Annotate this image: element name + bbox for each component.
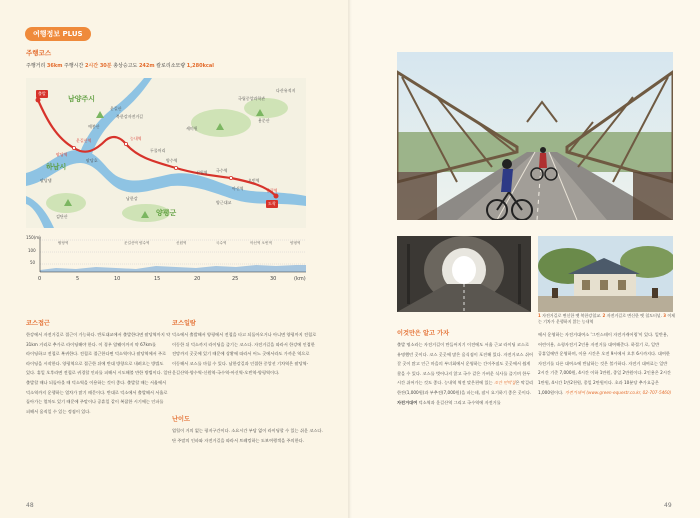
rental-text-body: 에서 운영하는 자전거대여소 '그린스테이 자전거캐어링'이 있다. 일반용, 어린이용, 소형자전거 2인용 자전거를 대여해준다. 하절기 로, 일반 공휴일에만 운영하며, 이용 시간은 오전 9시에서 오후 6시까지다. 대여한 자전거를 다른 대여소에 반납하는 것은 불가하다. 자전거 대여료는 일반 2시간 기준 7,000원, 4시간 이하 1만원, 종일 2만원이다. 2인용은 2시간 1만원, 4시간 1만2천원, 종일 2만원이다. 초과 10분당 추가요금은 1,000원이다. [538, 332, 671, 395]
start-badge: 출발 [38, 91, 46, 96]
map-label: 아신역 [232, 186, 244, 191]
course-overview-text: 덕소에서 출발해서 양평에서 전철을 타고 되돌아오거나 아니면 양평까지 전철로 이동한 뒤 덕소까지 라이딩을 즐기는 코스다. 자전거길을 따라서 한강에 인접한 전망까지 곳곳에 있기 때문에 상황에 따라서 어느 곳에서라도 가까운 역으로 이동해서 코스를 마칠 수 있다. 남한강길과 인접한 중앙선 기차역은 팔당역-운길산역-양수역-신원역-국수역-아신역-오빈역-양평역이다. [172, 332, 317, 376]
caption-text: 자전거길로 변신한 옛 철도터널. [606, 313, 662, 318]
map-label: 예봉산 [88, 124, 100, 129]
route-map [26, 78, 306, 228]
elevation-profile [26, 232, 316, 288]
profile-place: 운길산역 양수역 [124, 241, 150, 245]
map-label: 국립중앙과학관 [238, 96, 266, 101]
course-overview-title: 코스일람 [172, 320, 196, 327]
x-tick: 0 [38, 276, 42, 282]
route-label: 팔당역 [56, 152, 68, 157]
map-label: 용문산 [258, 118, 270, 123]
route-label: 양평역 [266, 188, 278, 193]
photo-caption [538, 313, 678, 325]
map-label: 세미원 [186, 126, 198, 131]
map-label: 북한강자전거길 [116, 114, 144, 119]
tips-text-body: 출발 명소라는 자전거길이 만들어지기 이전에도 서울 근교 라이딩 코스로 유명했던 곳이다. 코스 곳곳에 많은 음식점이 포진해 있다. 자전거코스 쉬어 갈 곳이 많고 인근 마을의 부녀회에서 운영하는 간이주점도 곳곳에서 쉽게 찾을 수 있다. 코스를 벗어나지 않고 국수 같은 가벼운 식사를 즐기며 한두 시간 쉬어가는 것도 좋다. 능내역 역전 맞은편에 있는 [397, 342, 533, 386]
region-label: 남양주시 [68, 95, 96, 103]
x-tick: 15 [154, 276, 161, 282]
distance-label: 주행거리 [26, 63, 46, 69]
time-value: 2시간 30분 [84, 63, 112, 69]
course-stats [26, 62, 214, 69]
map-label: 양근대교 [216, 200, 232, 205]
tips-text-after: 은 막걸리 한잔(1,000원)과 부추전(7,000원)을 파는데, 잠시 요기하기 좋은 곳이다. [397, 380, 534, 395]
caption-mark: 1 [538, 313, 541, 318]
station-graphic [538, 236, 673, 312]
station-photo [538, 236, 673, 312]
x-tick: 25 [232, 276, 239, 282]
x-tick: 10 [114, 276, 121, 282]
map-label: 국수역 [216, 168, 228, 173]
page-number-right: 49 [664, 502, 672, 509]
rental-contact: (www.green-equestr.co.kr, 02-707-5460) [586, 389, 672, 395]
map-label: 오빈역 [248, 178, 260, 183]
map-label: 검단산 [56, 214, 68, 219]
calorie-value: 1,280kcal [186, 63, 214, 69]
tunnel-graphic [397, 236, 531, 312]
map-label: 신원역 [196, 170, 208, 175]
altitude-value: 242m [138, 63, 155, 69]
route-label: 능내역 [130, 136, 142, 141]
tunnel-photo [397, 236, 531, 312]
tips-bold-after: 덕소역과 운길산역 그리고 국수역에 자전거를 [417, 399, 501, 405]
tips-bold: 자전거대여 [397, 399, 418, 405]
map-label: 팔당호 [86, 158, 98, 163]
tips-highlight: 조안 민박집 [493, 380, 516, 386]
y-tick: 100 [28, 248, 36, 253]
end-badge: 도착 [268, 201, 276, 206]
calorie-label: 칼로리소모량 [156, 63, 186, 69]
x-tick: 5 [76, 276, 80, 282]
map-label: 운길산 [110, 106, 122, 111]
tips-title: 이것만은 알고 가자 [397, 330, 450, 337]
profile-place: 팔당역 [58, 241, 69, 245]
bridge-graphic [397, 52, 673, 220]
map-label: 두물머리 [150, 148, 166, 153]
rental-highlight: 자전거대여 [564, 389, 586, 395]
section-title: 주행코스 [26, 49, 52, 57]
profile-place: 양평역 [290, 241, 301, 245]
bridge-photo [397, 52, 673, 220]
y-tick: 150(m) [26, 235, 41, 240]
region-label: 양평군 [156, 209, 177, 217]
time-label: 주행시간 [64, 63, 84, 69]
map-label: 다산유적지 [276, 88, 296, 93]
page-gutter [348, 0, 352, 518]
x-tick: 20 [194, 276, 201, 282]
caption-mark: 3 [663, 313, 667, 318]
y-tick: 50 [30, 260, 36, 265]
difficulty-text: 업힐이 거의 없는 평지구간이다. 소요시간 부담 없이 라이딩할 수 있는 쉬운 코스다. 단 주말의 인파와 자전거길을 따라서 트레킹하는 도보여행객을 주의한다. [172, 428, 323, 443]
page-number-left: 48 [26, 502, 34, 509]
plus-tag: 여행정보 PLUS [25, 27, 91, 41]
caption-mark: 2 [602, 313, 606, 318]
map-label: 팔당댐 [40, 178, 52, 183]
map-label: 양수역 [166, 158, 178, 163]
profile-place: 신원역 [176, 241, 187, 245]
distance-value: 36km [46, 63, 63, 69]
rental-text [538, 330, 676, 397]
caption-text: 자전거길로 변신한 옛 북한강철교. [542, 313, 602, 318]
caption-text: 이제는 기차가 운행하지 않는 능내역 [538, 313, 676, 325]
x-tick: (km) [294, 276, 306, 282]
x-tick: 30 [270, 276, 277, 282]
tips-text [397, 340, 533, 407]
route-label: 운길산역 [76, 138, 92, 143]
difficulty-title: 난이도 [172, 416, 190, 423]
region-label: 하남시 [46, 163, 67, 171]
course-access-title: 코스접근 [26, 320, 50, 327]
course-access-text: 한강에서 자전거길로 접근이 가능하다. 반포대교에서 출발한다면 팔당역까지 약 31km 거리로 추가로 라이딩해야 한다. 이 경우 암웨이까지 약 67km를 라이딩하고 전철로 복귀한다. 전철로 접근한다면 덕소역이나 팔당역에서 주로 라이딩을 시작한다. 양평역으로 접근한 뒤에 반대 방향으로 내려오는 방법도 있다. 휴일 오후라면 전철로 귀경할 인파를 피해서 시도해볼 만한 방법이다. 일단 출발할 때나 되돌아올 때 덕소역을 이용하는 것이 좋다. 출발할 때는 서울에서 덕소역까지 운행하는 열차가 많기 때문이다. 반대로 덕소에서 출발해서 서울로 돌아가는 열차도 있기 때문에 주말이나 공휴일 같이 복잡한 시기에는 인파를 피해서 움직일 수 있는 정점이 있다. [26, 332, 172, 414]
profile-place: 아신역 오빈역 [250, 241, 272, 245]
profile-place: 국수역 [216, 241, 227, 245]
map-label: 남한강 [126, 196, 138, 201]
altitude-label: 총상승고도 [113, 63, 138, 69]
